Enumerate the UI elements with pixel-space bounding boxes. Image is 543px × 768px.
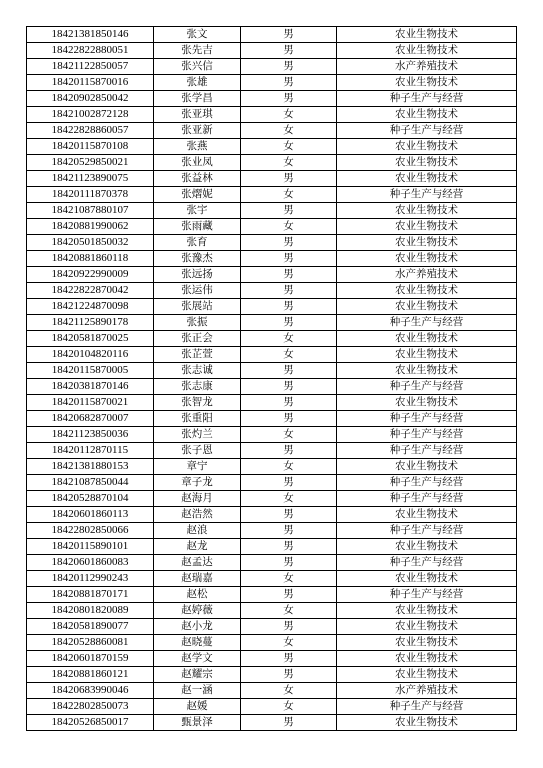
table-row xyxy=(27,427,517,443)
table-row xyxy=(27,203,517,219)
major-cell: 农业生物技术 xyxy=(337,667,517,683)
student-id-cell: 18420112990243 xyxy=(27,571,154,587)
gender-cell: 女 xyxy=(241,427,337,443)
student-id-cell: 18420881990062 xyxy=(27,219,154,235)
major-cell: 种子生产与经营 xyxy=(337,427,517,443)
gender-cell: 男 xyxy=(241,507,337,523)
name-cell: 张育 xyxy=(154,235,241,251)
name-cell: 赵龙 xyxy=(154,539,241,555)
student-id-cell: 18420115870005 xyxy=(27,363,154,379)
student-id-cell: 18421087880107 xyxy=(27,203,154,219)
gender-cell: 男 xyxy=(241,475,337,491)
gender-cell: 女 xyxy=(241,219,337,235)
name-cell: 章宁 xyxy=(154,459,241,475)
student-id-cell: 18420881860121 xyxy=(27,667,154,683)
major-cell: 种子生产与经营 xyxy=(337,475,517,491)
name-cell: 张芷萱 xyxy=(154,347,241,363)
student-id-cell: 18420881870171 xyxy=(27,587,154,603)
major-cell: 农业生物技术 xyxy=(337,155,517,171)
student-id-cell: 18421381850146 xyxy=(27,27,154,43)
major-cell: 种子生产与经营 xyxy=(337,491,517,507)
major-cell: 农业生物技术 xyxy=(337,171,517,187)
gender-cell: 女 xyxy=(241,139,337,155)
table-row xyxy=(27,475,517,491)
gender-cell: 男 xyxy=(241,395,337,411)
major-cell: 农业生物技术 xyxy=(337,507,517,523)
student-id-cell: 18420601860083 xyxy=(27,555,154,571)
name-cell: 张雨藏 xyxy=(154,219,241,235)
student-id-cell: 18420501850032 xyxy=(27,235,154,251)
student-id-cell: 18420112870115 xyxy=(27,443,154,459)
name-cell: 赵婷薇 xyxy=(154,603,241,619)
student-id-cell: 18420881860118 xyxy=(27,251,154,267)
student-id-cell: 18420115870108 xyxy=(27,139,154,155)
name-cell: 张亚琪 xyxy=(154,107,241,123)
major-cell: 种子生产与经营 xyxy=(337,123,517,139)
major-cell: 农业生物技术 xyxy=(337,219,517,235)
gender-cell: 男 xyxy=(241,267,337,283)
student-roster-table xyxy=(26,26,517,731)
gender-cell: 女 xyxy=(241,699,337,715)
major-cell: 种子生产与经营 xyxy=(337,555,517,571)
name-cell: 张益林 xyxy=(154,171,241,187)
name-cell: 赵海月 xyxy=(154,491,241,507)
student-id-cell: 18421381880153 xyxy=(27,459,154,475)
table-row xyxy=(27,571,517,587)
table-row xyxy=(27,139,517,155)
table-row xyxy=(27,171,517,187)
name-cell: 张志诚 xyxy=(154,363,241,379)
table-row xyxy=(27,683,517,699)
table-row xyxy=(27,651,517,667)
major-cell: 水产养殖技术 xyxy=(337,683,517,699)
student-id-cell: 18420526850017 xyxy=(27,715,154,731)
name-cell: 张子恩 xyxy=(154,443,241,459)
gender-cell: 男 xyxy=(241,171,337,187)
gender-cell: 女 xyxy=(241,459,337,475)
name-cell: 张亚新 xyxy=(154,123,241,139)
name-cell: 赵孟达 xyxy=(154,555,241,571)
name-cell: 张燕 xyxy=(154,139,241,155)
major-cell: 农业生物技术 xyxy=(337,651,517,667)
major-cell: 农业生物技术 xyxy=(337,283,517,299)
gender-cell: 男 xyxy=(241,523,337,539)
major-cell: 农业生物技术 xyxy=(337,635,517,651)
major-cell: 农业生物技术 xyxy=(337,459,517,475)
student-id-cell: 18420902850042 xyxy=(27,91,154,107)
major-cell: 种子生产与经营 xyxy=(337,587,517,603)
gender-cell: 男 xyxy=(241,587,337,603)
major-cell: 种子生产与经营 xyxy=(337,443,517,459)
student-id-cell: 18422802850066 xyxy=(27,523,154,539)
gender-cell: 女 xyxy=(241,635,337,651)
name-cell: 赵媛 xyxy=(154,699,241,715)
name-cell: 张豫杰 xyxy=(154,251,241,267)
student-id-cell: 18420115870021 xyxy=(27,395,154,411)
table-row xyxy=(27,331,517,347)
table-row xyxy=(27,555,517,571)
gender-cell: 男 xyxy=(241,619,337,635)
table-row xyxy=(27,619,517,635)
major-cell: 农业生物技术 xyxy=(337,571,517,587)
student-id-cell: 18420528860081 xyxy=(27,635,154,651)
gender-cell: 女 xyxy=(241,603,337,619)
major-cell: 农业生物技术 xyxy=(337,715,517,731)
gender-cell: 男 xyxy=(241,363,337,379)
name-cell: 张志康 xyxy=(154,379,241,395)
major-cell: 水产养殖技术 xyxy=(337,267,517,283)
student-id-cell: 18422802850073 xyxy=(27,699,154,715)
table-row xyxy=(27,43,517,59)
student-id-cell: 18420682870007 xyxy=(27,411,154,427)
gender-cell: 男 xyxy=(241,235,337,251)
table-row xyxy=(27,59,517,75)
gender-cell: 男 xyxy=(241,411,337,427)
name-cell: 赵浪 xyxy=(154,523,241,539)
gender-cell: 女 xyxy=(241,123,337,139)
table-row xyxy=(27,443,517,459)
major-cell: 种子生产与经营 xyxy=(337,187,517,203)
table-row xyxy=(27,107,517,123)
student-id-cell: 18422828860057 xyxy=(27,123,154,139)
name-cell: 赵松 xyxy=(154,587,241,603)
student-id-cell: 18420381870146 xyxy=(27,379,154,395)
gender-cell: 男 xyxy=(241,75,337,91)
student-id-cell: 18420104820116 xyxy=(27,347,154,363)
gender-cell: 男 xyxy=(241,91,337,107)
table-row xyxy=(27,395,517,411)
student-id-cell: 18420683990046 xyxy=(27,683,154,699)
name-cell: 赵浩然 xyxy=(154,507,241,523)
table-row xyxy=(27,347,517,363)
gender-cell: 男 xyxy=(241,667,337,683)
gender-cell: 女 xyxy=(241,107,337,123)
table-row xyxy=(27,219,517,235)
name-cell: 张宇 xyxy=(154,203,241,219)
student-id-cell: 18420581890077 xyxy=(27,619,154,635)
name-cell: 张展站 xyxy=(154,299,241,315)
major-cell: 水产养殖技术 xyxy=(337,59,517,75)
name-cell: 张业凤 xyxy=(154,155,241,171)
student-id-cell: 18420115890101 xyxy=(27,539,154,555)
name-cell: 张雄 xyxy=(154,75,241,91)
major-cell: 农业生物技术 xyxy=(337,603,517,619)
major-cell: 农业生物技术 xyxy=(337,331,517,347)
table-row xyxy=(27,235,517,251)
gender-cell: 女 xyxy=(241,347,337,363)
student-id-cell: 18420922990009 xyxy=(27,267,154,283)
gender-cell: 男 xyxy=(241,43,337,59)
gender-cell: 男 xyxy=(241,203,337,219)
gender-cell: 女 xyxy=(241,491,337,507)
gender-cell: 女 xyxy=(241,331,337,347)
name-cell: 张重阳 xyxy=(154,411,241,427)
major-cell: 农业生物技术 xyxy=(337,363,517,379)
name-cell: 张熠妮 xyxy=(154,187,241,203)
table-row xyxy=(27,459,517,475)
table-row xyxy=(27,123,517,139)
table-row xyxy=(27,283,517,299)
major-cell: 农业生物技术 xyxy=(337,107,517,123)
major-cell: 农业生物技术 xyxy=(337,539,517,555)
major-cell: 农业生物技术 xyxy=(337,139,517,155)
name-cell: 张运伟 xyxy=(154,283,241,299)
name-cell: 张灼兰 xyxy=(154,427,241,443)
student-id-cell: 18420529850021 xyxy=(27,155,154,171)
name-cell: 赵学文 xyxy=(154,651,241,667)
student-id-cell: 18421123850036 xyxy=(27,427,154,443)
name-cell: 张先吉 xyxy=(154,43,241,59)
name-cell: 张智龙 xyxy=(154,395,241,411)
table-row xyxy=(27,667,517,683)
major-cell: 农业生物技术 xyxy=(337,395,517,411)
student-id-cell: 18421002872128 xyxy=(27,107,154,123)
major-cell: 农业生物技术 xyxy=(337,27,517,43)
student-id-cell: 18420528870104 xyxy=(27,491,154,507)
name-cell: 甄景泽 xyxy=(154,715,241,731)
name-cell: 张振 xyxy=(154,315,241,331)
table-row xyxy=(27,635,517,651)
table-row xyxy=(27,91,517,107)
gender-cell: 男 xyxy=(241,27,337,43)
name-cell: 赵耀宗 xyxy=(154,667,241,683)
gender-cell: 男 xyxy=(241,283,337,299)
major-cell: 种子生产与经营 xyxy=(337,379,517,395)
student-id-cell: 18420601870159 xyxy=(27,651,154,667)
table-row xyxy=(27,587,517,603)
major-cell: 种子生产与经营 xyxy=(337,523,517,539)
roster-body xyxy=(27,27,517,731)
table-row xyxy=(27,299,517,315)
gender-cell: 男 xyxy=(241,555,337,571)
student-id-cell: 18421224870098 xyxy=(27,299,154,315)
table-row xyxy=(27,603,517,619)
major-cell: 种子生产与经营 xyxy=(337,411,517,427)
name-cell: 张学昌 xyxy=(154,91,241,107)
gender-cell: 女 xyxy=(241,187,337,203)
table-row xyxy=(27,75,517,91)
table-row xyxy=(27,251,517,267)
table-row xyxy=(27,523,517,539)
table-row xyxy=(27,379,517,395)
major-cell: 农业生物技术 xyxy=(337,251,517,267)
student-id-cell: 18421125890178 xyxy=(27,315,154,331)
student-id-cell: 18421087850044 xyxy=(27,475,154,491)
gender-cell: 男 xyxy=(241,651,337,667)
gender-cell: 男 xyxy=(241,59,337,75)
major-cell: 农业生物技术 xyxy=(337,203,517,219)
table-row xyxy=(27,507,517,523)
student-id-cell: 18420111870378 xyxy=(27,187,154,203)
gender-cell: 男 xyxy=(241,299,337,315)
gender-cell: 女 xyxy=(241,571,337,587)
name-cell: 张远扬 xyxy=(154,267,241,283)
table-row xyxy=(27,315,517,331)
major-cell: 农业生物技术 xyxy=(337,235,517,251)
gender-cell: 男 xyxy=(241,715,337,731)
major-cell: 农业生物技术 xyxy=(337,75,517,91)
gender-cell: 男 xyxy=(241,539,337,555)
student-id-cell: 18420801820089 xyxy=(27,603,154,619)
name-cell: 张文 xyxy=(154,27,241,43)
name-cell: 赵小龙 xyxy=(154,619,241,635)
gender-cell: 男 xyxy=(241,379,337,395)
gender-cell: 女 xyxy=(241,683,337,699)
gender-cell: 男 xyxy=(241,443,337,459)
name-cell: 张正会 xyxy=(154,331,241,347)
name-cell: 章子龙 xyxy=(154,475,241,491)
table-row xyxy=(27,363,517,379)
major-cell: 种子生产与经营 xyxy=(337,91,517,107)
student-id-cell: 18421123890075 xyxy=(27,171,154,187)
table-row xyxy=(27,187,517,203)
major-cell: 农业生物技术 xyxy=(337,43,517,59)
gender-cell: 男 xyxy=(241,251,337,267)
student-id-cell: 18422822870042 xyxy=(27,283,154,299)
table-row xyxy=(27,267,517,283)
gender-cell: 女 xyxy=(241,155,337,171)
student-id-cell: 18420115870016 xyxy=(27,75,154,91)
major-cell: 农业生物技术 xyxy=(337,299,517,315)
table-row xyxy=(27,539,517,555)
student-id-cell: 18421122850057 xyxy=(27,59,154,75)
major-cell: 农业生物技术 xyxy=(337,347,517,363)
table-row xyxy=(27,411,517,427)
table-row xyxy=(27,491,517,507)
name-cell: 赵瑞嘉 xyxy=(154,571,241,587)
major-cell: 种子生产与经营 xyxy=(337,315,517,331)
table-row xyxy=(27,27,517,43)
table-row xyxy=(27,155,517,171)
name-cell: 赵晓蔓 xyxy=(154,635,241,651)
major-cell: 农业生物技术 xyxy=(337,619,517,635)
name-cell: 赵一涵 xyxy=(154,683,241,699)
table-row xyxy=(27,715,517,731)
gender-cell: 男 xyxy=(241,315,337,331)
student-id-cell: 18422822880051 xyxy=(27,43,154,59)
major-cell: 种子生产与经营 xyxy=(337,699,517,715)
name-cell: 张兴信 xyxy=(154,59,241,75)
table-row xyxy=(27,699,517,715)
student-id-cell: 18420601860113 xyxy=(27,507,154,523)
student-id-cell: 18420581870025 xyxy=(27,331,154,347)
